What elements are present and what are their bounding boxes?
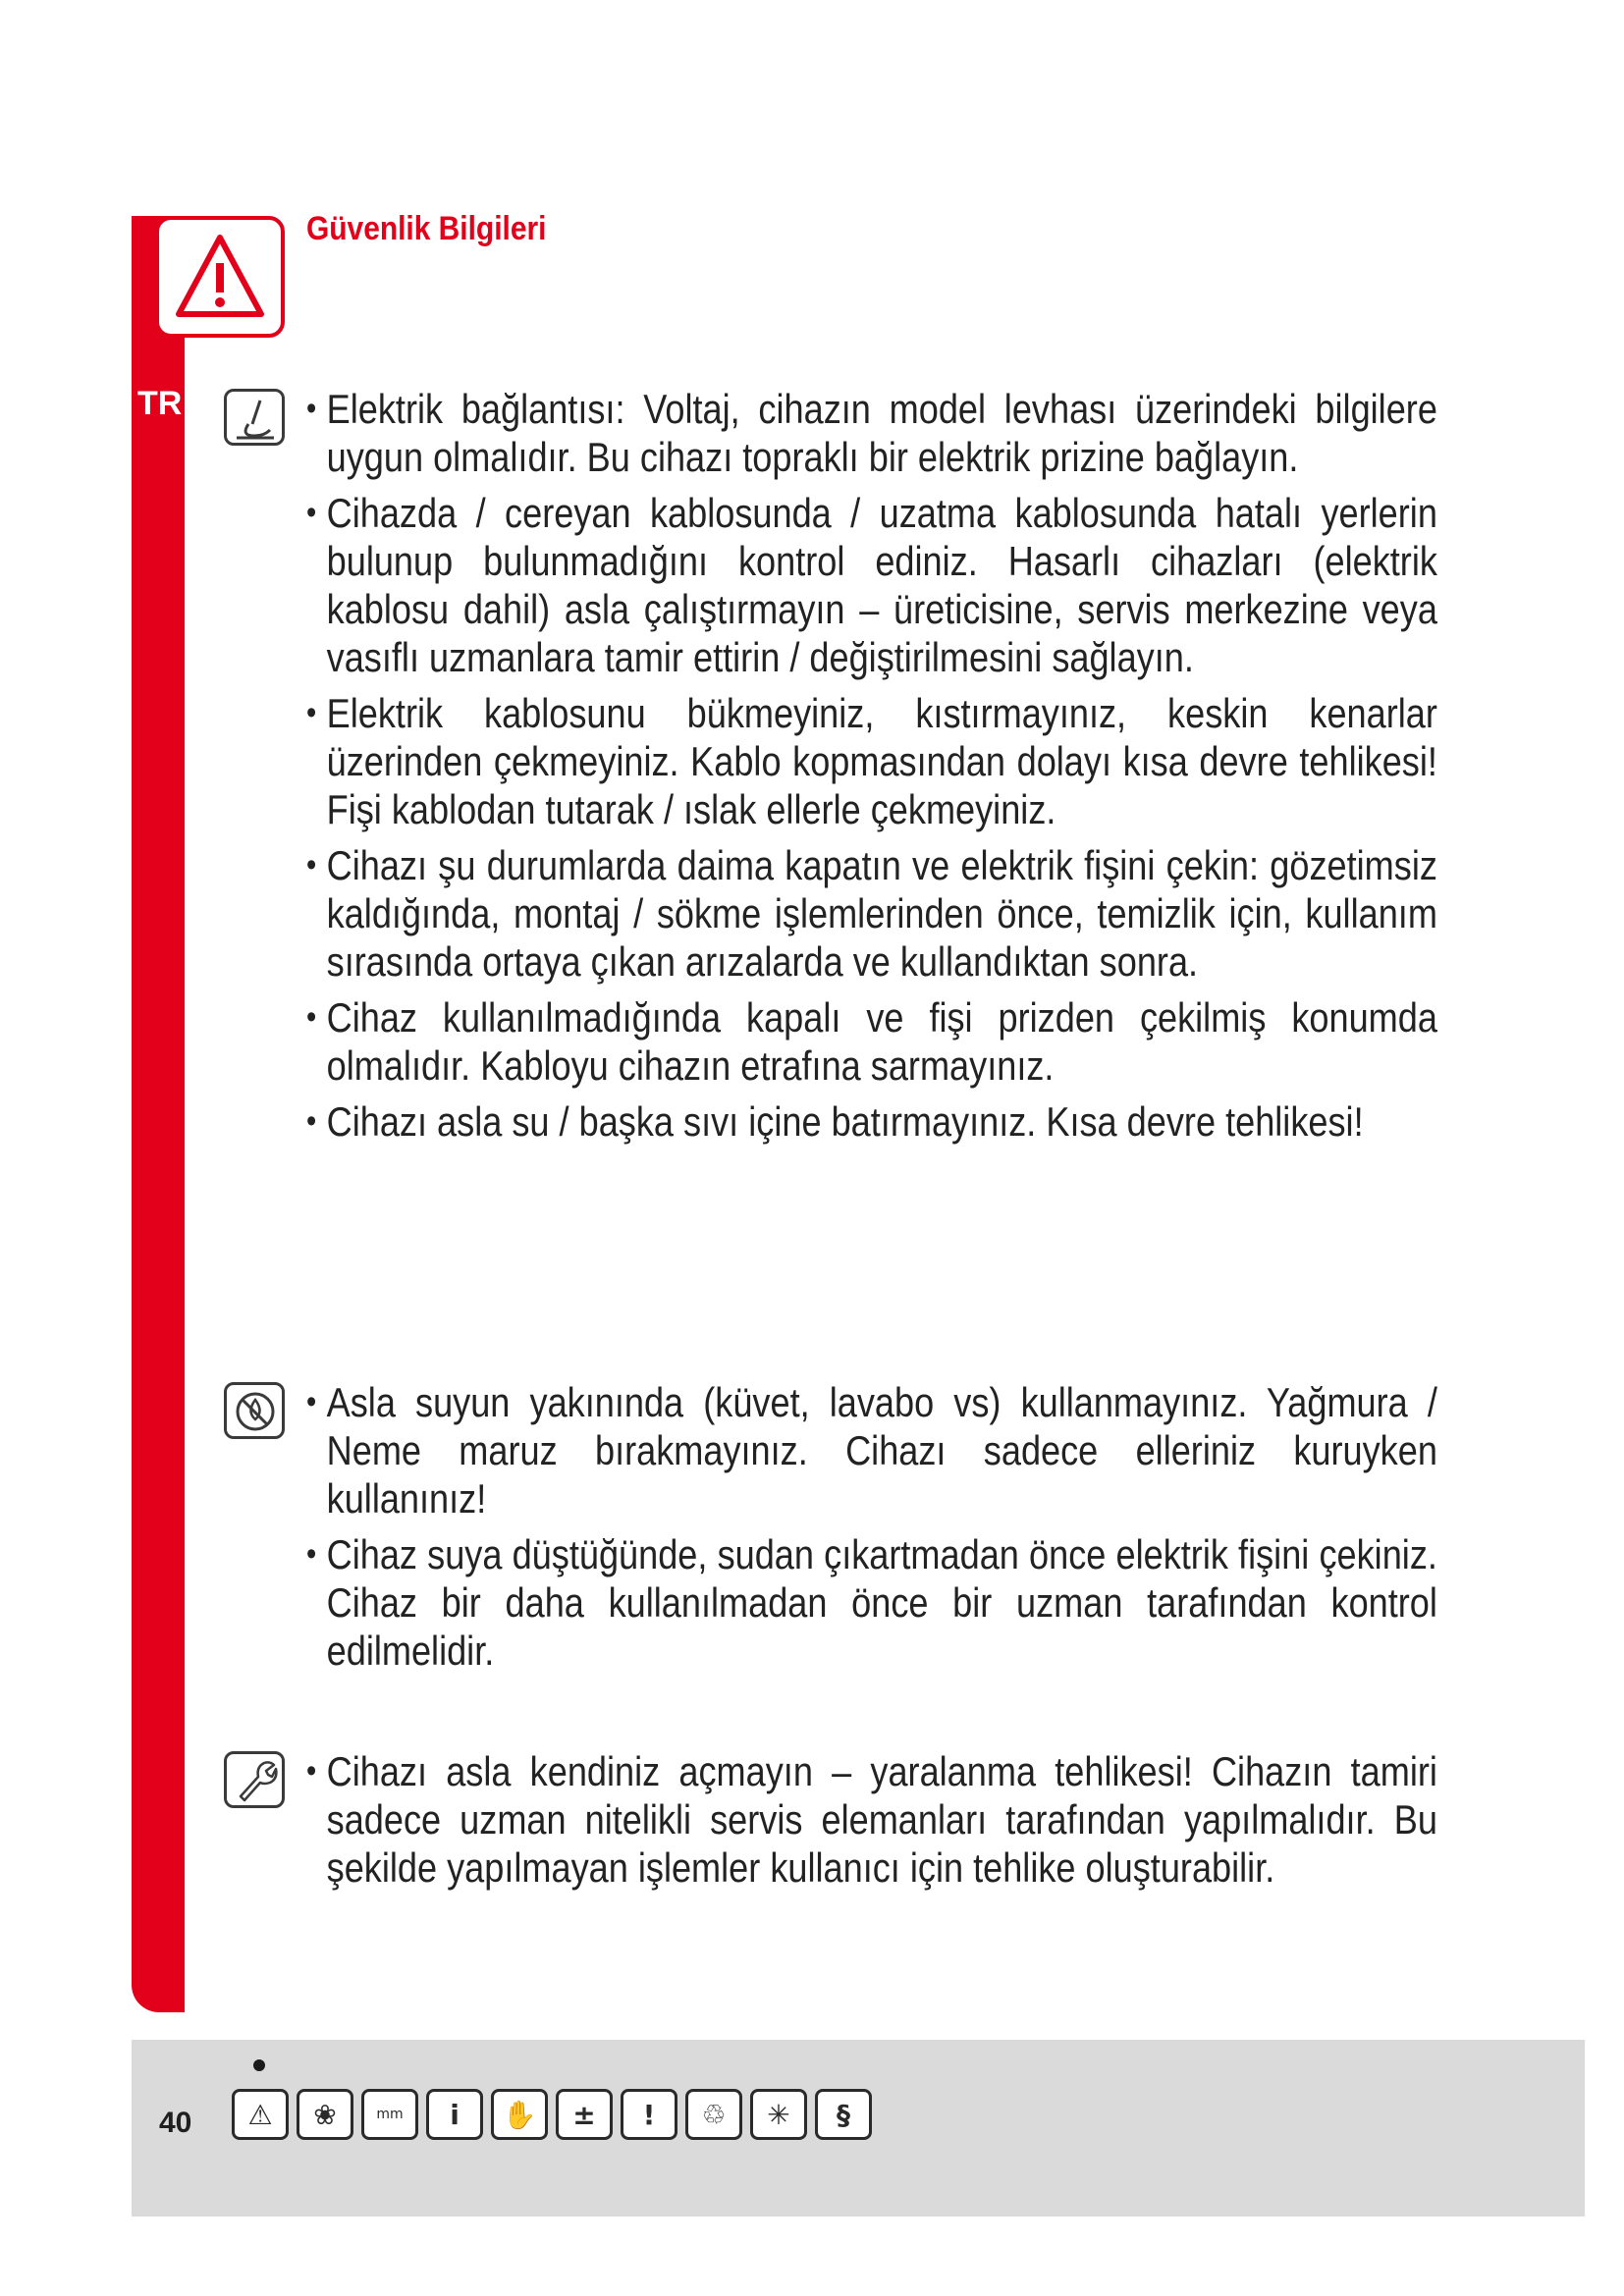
footer-icon-row: [232, 2089, 872, 2140]
recycle-hand-icon[interactable]: ♲: [685, 2089, 742, 2140]
list-item: • Cihaz suya düştüğünde, sudan çıkartmadan önce elektrik fişini çekiniz. Cihaz bir daha kullanılmadan önce bir uzman tarafından kontrol edilmelidir.: [306, 1530, 1437, 1675]
fan-icon[interactable]: ❀: [297, 2089, 353, 2140]
hand-icon[interactable]: ✋: [491, 2089, 548, 2140]
language-label: TR: [137, 385, 183, 422]
list-item: • Elektrik bağlantısı: Voltaj, cihazın model levhası üzerindeki bilgilere uygun olmalıdır. Bu cihazı topraklı bir elektrik prizine bağlayın.: [306, 385, 1437, 481]
list-item: • Cihazı şu durumlarda daima kapatın ve elektrik fişini çekin: gözetimsiz kaldığında, montaj / sökme işlemlerinden önce, temizlik için, kullanım sırasında ortaya çıkan arızalarda ve kullandıktan sonra.: [306, 841, 1437, 986]
list-item: • Cihazda / cereyan kablosunda / uzatma kablosunda hatalı yerlerin bulunup bulunmadığını kontrol ediniz. Hasarlı cihazları (elektrik kablosu dahil) asla çalıştırmayın – üreticisine, servis merkezine veya vasıflı uzmanlara tamir ettirin / değiştirilmesini sağlayın.: [306, 489, 1437, 681]
side-red-bar: [132, 216, 185, 2012]
safety-list: [306, 1378, 1437, 1682]
warning-icon[interactable]: ⚠: [232, 2089, 289, 2140]
section-icon[interactable]: §: [815, 2089, 872, 2140]
list-item: • Elektrik kablosunu bükmeyiniz, kıstırmayınız, keskin kenarlar üzerinden çekmeyiniz. Kablo kopmasından dolayı kısa devre tehlikesi! Fişi kablodan tutarak / ıslak ellerle çekmeyiniz.: [306, 689, 1437, 833]
list-item: • Cihazı asla su / başka sıvı içine batırmayınız. Kısa devre tehlikesi!: [306, 1097, 1437, 1146]
safety-list: [306, 1747, 1437, 1899]
info-icon[interactable]: i: [426, 2089, 483, 2140]
plus-minus-icon[interactable]: ±: [556, 2089, 613, 2140]
exclamation-icon[interactable]: !: [621, 2089, 677, 2140]
warning-triangle-icon: [155, 216, 285, 338]
active-indicator-dot: [253, 2059, 265, 2071]
page-number: 40: [159, 2107, 192, 2139]
list-item: • Cihazı asla kendiniz açmayın – yaralanma tehlikesi! Cihazın tamiri sadece uzman nitelikli servis elemanları tarafından yapılmalıdır. Bu şekilde yapılmayan işlemler kullanıcı için tehlike oluşturabilir.: [306, 1747, 1437, 1892]
wrench-icon: [224, 1751, 285, 1808]
safety-list: [306, 385, 1437, 1153]
ruler-icon[interactable]: mm: [361, 2089, 418, 2140]
section-title: Güvenlik Bilgileri: [306, 210, 547, 247]
asterisk-icon[interactable]: ✳: [750, 2089, 807, 2140]
no-water-icon: [224, 1382, 285, 1439]
list-item: • Cihaz kullanılmadığında kapalı ve fişi prizden çekilmiş konumda olmalıdır. Kabloyu cihazın etrafına sarmayınız.: [306, 993, 1437, 1090]
electric-plug-icon: [224, 389, 285, 446]
list-item: • Asla suyun yakınında (küvet, lavabo vs) kullanmayınız. Yağmura / Neme maruz bırakmayınız. Cihazı sadece elleriniz kuruyken kullanınız!: [306, 1378, 1437, 1522]
